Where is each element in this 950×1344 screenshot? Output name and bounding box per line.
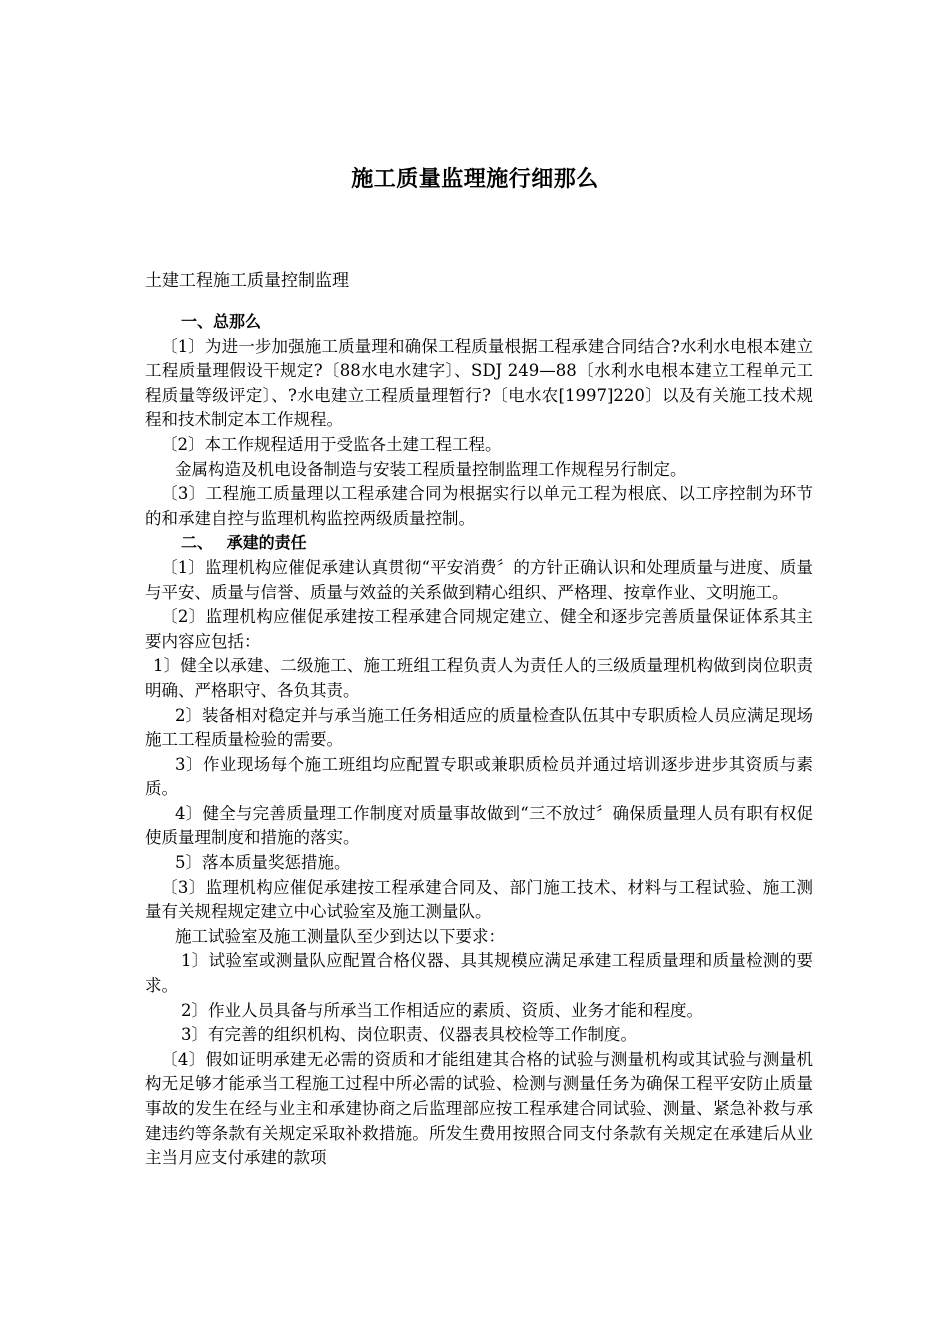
paragraph: 〔2〕监理机构应催促承建按工程承建合同规定建立、健全和逐步完善质量保证体系其主要内容应包括： [145, 607, 813, 651]
paragraph: 2〕装备相对稳定并与承当施工任务相适应的质量检查队伍其中专职质检人员应满足现场施工工程质量检验的需要。 [145, 705, 813, 750]
paragraph: 〔1〕为进一步加强施工质量理和确保工程质量根据工程承建合同结合?水利水电根本建立工程质量理假设干规定?〔88水电水建字〕、SDJ 249—88〔水利水电根本建立工程单元工程质量等级评定〕、?水电建立工程质量理暂行?〔电水农[1997]220〕以及有关施工技术规程和技术制定本工作规程。 [145, 336, 813, 430]
paragraph: 1〕健全以承建、二级施工、施工班组工程负责人为责任人的三级质量理机构做到岗位职责明确、严格职守、各负其责。 [145, 656, 813, 700]
paragraph: 〔3〕工程施工质量理以工程承建合同为根据实行以单元工程为根底、以工序控制为环节的和承建自控与监理机构监控两级质量控制。 [145, 484, 813, 528]
paragraph: 4〕健全与完善质量理工作制度对质量事故做到“三不放过〞确保质量理人员有职有权促使质量理制度和措施的落实。 [145, 803, 813, 848]
section-heading: 一、总那么 [181, 312, 262, 331]
paragraph: 〔1〕监理机构应催促承建认真贯彻“平安消费〞的方针正确认识和处理质量与进度、质量与平安、质量与信誉、质量与效益的关系做到精心组织、严格理、按章作业、文明施工。 [145, 557, 813, 602]
paragraph: 1〕试验室或测量队应配置合格仪器、具其规模应满足承建工程质量理和质量检测的要求。 [145, 951, 813, 996]
paragraph: 施工试验室及施工测量队至少到达以下要求： [175, 926, 505, 946]
paragraph: 〔2〕本工作规程适用于受监各土建工程工程。 [161, 434, 502, 454]
paragraph: 3〕作业现场每个施工班组均应配置专职或兼职质检员并通过培训逐步进步其资质与素质。 [145, 754, 813, 799]
paragraph: 〔4〕假如证明承建无必需的资质和才能组建其合格的试验与测量机构或其试验与测量机构无足够才能承当工程施工过程中所必需的试验、检测与测量任务为确保工程平安防止质量事故的发生在经与业主和承建协商之后监理部应按工程承建合同试验、测量、紧急补救与承建违约等条款有关规定采取补救措施。所发生费用按照合同支付条款有关规定在承建后从业主当月应支付承建的款项 [145, 1049, 813, 1168]
paragraph: 3〕有完善的组织机构、岗位职责、仪器表具校检等工作制度。 [181, 1025, 637, 1045]
paragraph: 5〕落本质量奖惩措施。 [175, 853, 351, 873]
paragraph: 金属构造及机电设备制造与安装工程质量控制监理工作规程另行制定。 [175, 459, 687, 479]
document-title: 施工质量监理施行细那么 [351, 167, 599, 192]
paragraph: 〔3〕监理机构应催促承建按工程承建合同及、部门施工技术、材料与工程试验、施工测量有关规程规定建立中心试验室及施工测量队。 [145, 877, 813, 922]
section-heading: 二、 承建的责任 [181, 533, 307, 553]
paragraph: 2〕作业人员具备与所承当工作相适应的素质、资质、业务才能和程度。 [181, 1000, 703, 1020]
section-heading: 土建工程施工质量控制监理 [145, 271, 349, 291]
document-body [145, 310, 813, 1171]
